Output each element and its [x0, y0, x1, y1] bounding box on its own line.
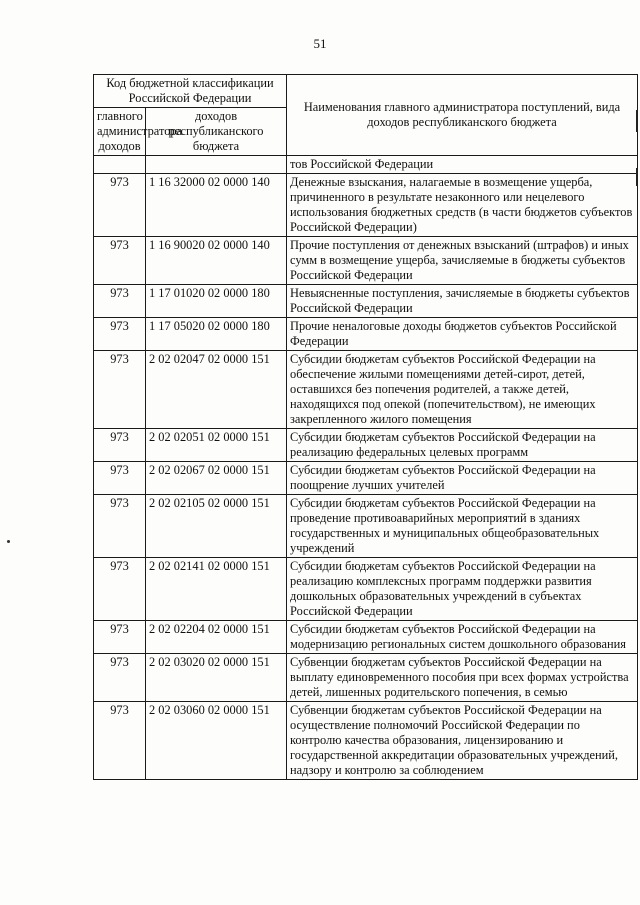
- table-row: [94, 237, 638, 285]
- income-code-cell: 2 02 02047 02 0000 151: [146, 351, 287, 429]
- admin-code-cell: 973: [94, 702, 146, 780]
- income-name-cell: Прочие поступления от денежных взысканий (штрафов) и иных сумм в возмещение ущерба, зачисляемые в бюджеты субъектов Российской Федерации: [287, 237, 638, 285]
- income-name-cell: Субсидии бюджетам субъектов Российской Федерации на модернизацию региональных систем дошкольного образования: [287, 621, 638, 654]
- table-row: [94, 174, 638, 237]
- table-row: [94, 621, 638, 654]
- income-code-cell: 2 02 03060 02 0000 151: [146, 702, 287, 780]
- table-row: [94, 429, 638, 462]
- continuation-text: тов Российской Федерации: [287, 156, 638, 174]
- scan-speck: [7, 540, 10, 543]
- continuation-row: [94, 156, 638, 174]
- income-name-cell: Субсидии бюджетам субъектов Российской Федерации на реализацию федеральных целевых программ: [287, 429, 638, 462]
- admin-code-cell: 973: [94, 558, 146, 621]
- income-name-cell: Субсидии бюджетам субъектов Российской Федерации на поощрение лучших учителей: [287, 462, 638, 495]
- admin-code-cell: 973: [94, 621, 146, 654]
- income-code-cell: 2 02 02141 02 0000 151: [146, 558, 287, 621]
- table-body: [94, 156, 638, 780]
- header-group-title: Код бюджетной классификации Российской Федерации: [94, 75, 287, 108]
- income-name-cell: Субсидии бюджетам субъектов Российской Федерации на обеспечение жилыми помещениями детей-сирот, детей, оставшихся без попечения родителей, а также детей, находящихся под опекой (попечительством), не имеющих закрепленного жилого помещения: [287, 351, 638, 429]
- header-col-admin: главного администратора доходов: [94, 108, 146, 156]
- income-code-cell: 1 17 01020 02 0000 180: [146, 285, 287, 318]
- income-name-cell: Невыясненные поступления, зачисляемые в бюджеты субъектов Российской Федерации: [287, 285, 638, 318]
- table-header: [94, 75, 638, 156]
- income-name-cell: Прочие неналоговые доходы бюджетов субъектов Российской Федерации: [287, 318, 638, 351]
- scan-edge-mark: [636, 110, 638, 132]
- header-col-code: доходов республиканского бюджета: [146, 108, 287, 156]
- income-code-cell: 2 02 02204 02 0000 151: [146, 621, 287, 654]
- income-name-cell: Субвенции бюджетам субъектов Российской Федерации на осуществление полномочий Российской Федерации по контролю качества образования, лицензированию и государственной аккредитации образовательных учреждений, надзору и контролю за соблюдением: [287, 702, 638, 780]
- table-row: [94, 318, 638, 351]
- income-code-cell: 1 16 90020 02 0000 140: [146, 237, 287, 285]
- income-code-cell: 2 02 03020 02 0000 151: [146, 654, 287, 702]
- admin-code-cell: 973: [94, 495, 146, 558]
- table-row: [94, 495, 638, 558]
- admin-code-cell: 973: [94, 174, 146, 237]
- income-code-cell: 2 02 02067 02 0000 151: [146, 462, 287, 495]
- income-name-cell: Субсидии бюджетам субъектов Российской Федерации на проведение противоаварийных мероприятий в зданиях государственных и муниципальных общеобразовательных учреждений: [287, 495, 638, 558]
- income-code-cell: 2 02 02051 02 0000 151: [146, 429, 287, 462]
- income-code-cell: 1 16 32000 02 0000 140: [146, 174, 287, 237]
- income-code-cell: 2 02 02105 02 0000 151: [146, 495, 287, 558]
- table-row: [94, 558, 638, 621]
- admin-code-cell: 973: [94, 285, 146, 318]
- income-name-cell: Субсидии бюджетам субъектов Российской Федерации на реализацию комплексных программ поддержки развития дошкольных образовательных учреждений в субъектах Российской Федерации: [287, 558, 638, 621]
- budget-classification-table: [93, 74, 638, 780]
- scan-edge-mark: [636, 168, 638, 186]
- page-number: 51: [313, 36, 327, 51]
- table-row: [94, 462, 638, 495]
- admin-code-cell: 973: [94, 237, 146, 285]
- admin-code-cell: 973: [94, 318, 146, 351]
- table-row: [94, 654, 638, 702]
- table-row: [94, 351, 638, 429]
- admin-code-cell: 973: [94, 429, 146, 462]
- admin-code-cell: 973: [94, 351, 146, 429]
- admin-code-cell: 973: [94, 654, 146, 702]
- income-code-cell: 1 17 05020 02 0000 180: [146, 318, 287, 351]
- income-name-cell: Субвенции бюджетам субъектов Российской Федерации на выплату единовременного пособия при всех формах устройства детей, лишенных родительского попечения, в семью: [287, 654, 638, 702]
- table-row: [94, 702, 638, 780]
- admin-code-cell: 973: [94, 462, 146, 495]
- header-col-name: Наименования главного администратора поступлений, вида доходов республиканского бюджета: [287, 75, 638, 156]
- income-name-cell: Денежные взыскания, налагаемые в возмещение ущерба, причиненного в результате незаконного или нецелевого использования бюджетных средств (в части бюджетов субъектов Российской Федерации): [287, 174, 638, 237]
- table-row: [94, 285, 638, 318]
